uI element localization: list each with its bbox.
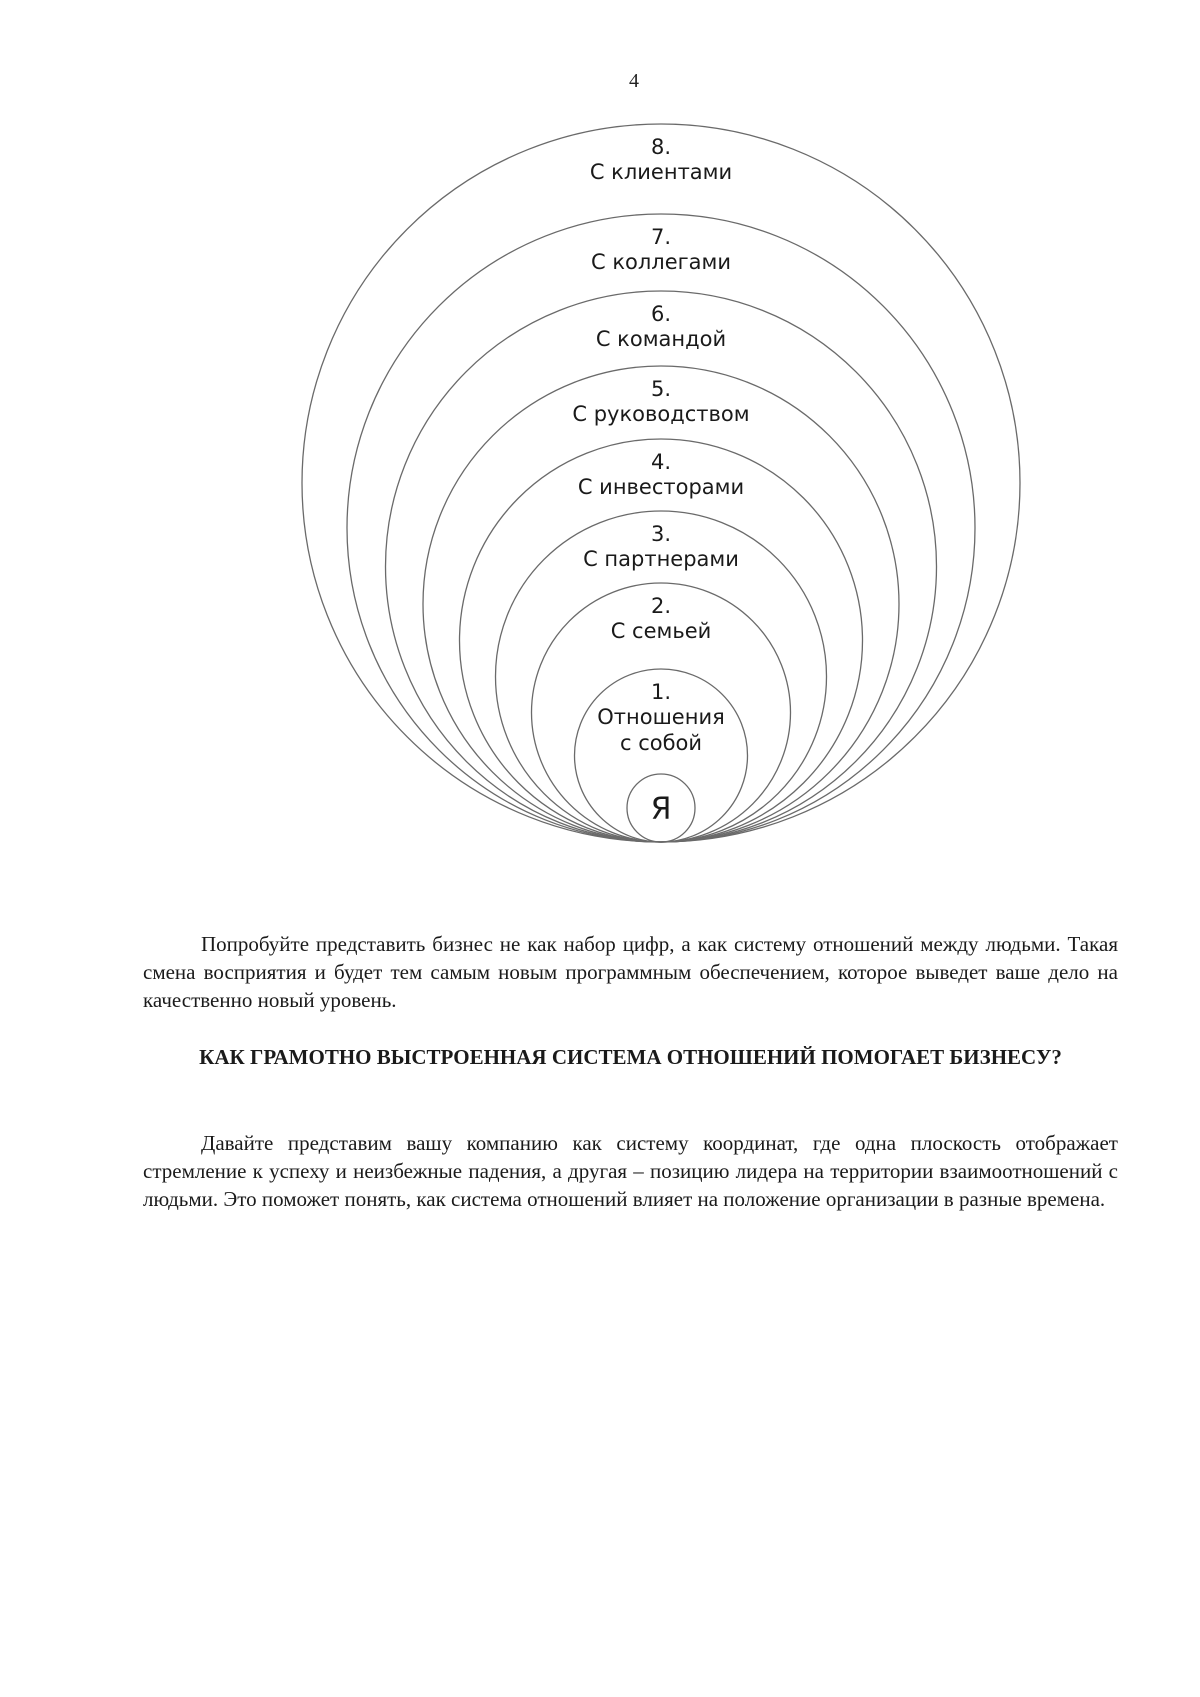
- center-self-label: Я: [650, 792, 672, 827]
- ring-5-number: 5.: [650, 377, 672, 401]
- ring-5-label: С руководством: [572, 402, 750, 426]
- section-heading: КАК ГРАМОТНО ВЫСТРОЕННАЯ СИСТЕМА ОТНОШЕНИЙ ПОМОГАЕТ БИЗНЕСУ?: [199, 1045, 1062, 1069]
- ring-1-label: Отношения: [597, 705, 725, 729]
- paragraph-intro-text: Попробуйте представить бизнес не как набор цифр, а как систему отношений между людьми. Такая смена восприятия и будет тем самым новым программным обеспечением, которое выведет ваше дело на качественно новый уровень.: [143, 932, 1118, 1012]
- paragraph-coordinates-text: Давайте представим вашу компанию как систему координат, где одна плоскость отображает стремление к успеху и неизбежные падения, а другая – позицию лидера на территории взаимоотношений с людьми. Это поможет понять, как система отношений влияет на положение организации в разные времена.: [143, 1131, 1118, 1211]
- ring-2-label: С семьей: [610, 619, 712, 643]
- ring-3-label: С партнерами: [583, 547, 739, 571]
- ring-8-label: С клиентами: [589, 160, 733, 184]
- paragraph-intro: [143, 930, 1118, 1014]
- page-number: 4: [629, 70, 639, 92]
- ring-2-number: 2.: [650, 594, 672, 618]
- ring-6-number: 6.: [650, 302, 672, 326]
- ring-4-label: С инвесторами: [577, 475, 745, 499]
- paragraph-coordinates: [143, 1129, 1118, 1213]
- ring-1-label: с собой: [619, 731, 703, 755]
- ring-8-number: 8.: [650, 135, 672, 159]
- ring-4-number: 4.: [650, 450, 672, 474]
- ring-6-label: С командой: [595, 327, 727, 351]
- ring-7-label: С коллегами: [590, 250, 732, 274]
- ring-7-number: 7.: [650, 225, 672, 249]
- ring-3-number: 3.: [650, 522, 672, 546]
- ring-1-number: 1.: [650, 680, 672, 704]
